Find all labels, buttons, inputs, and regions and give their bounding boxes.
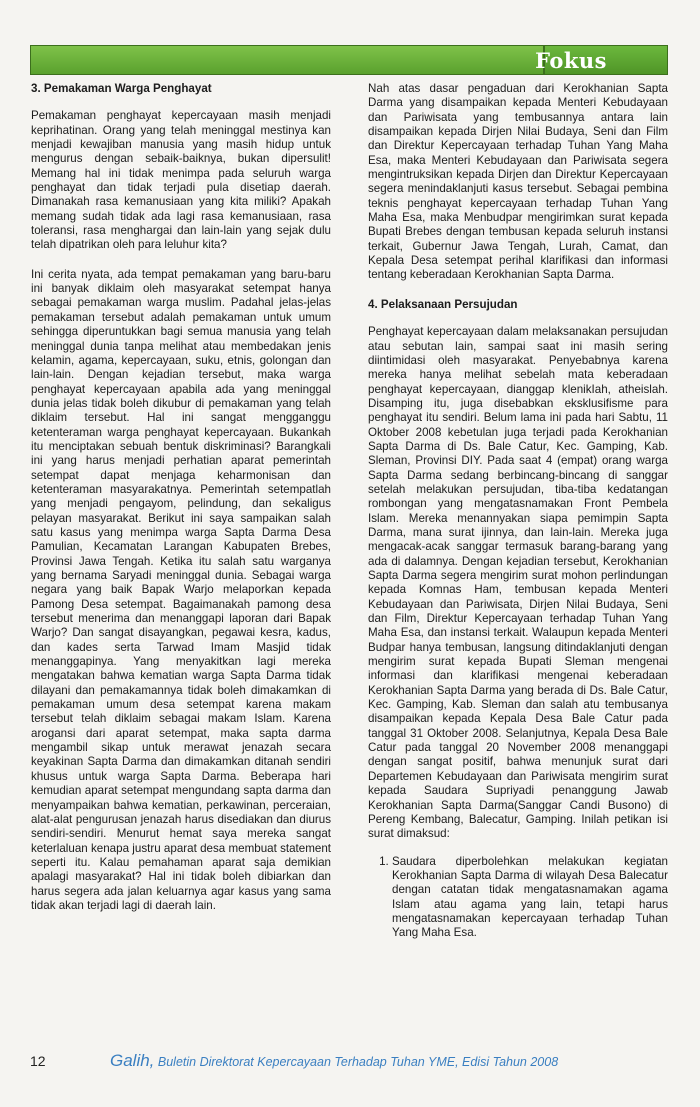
heading-pemakaman: 3. Pemakaman Warga Penghayat — [31, 82, 212, 95]
publication-credit — [110, 1051, 558, 1071]
publication-desc: Buletin Direktorat Kepercayaan Terhadap Tuhan YME, Edisi Tahun 2008 — [154, 1055, 559, 1069]
left-paragraph-1: Pemakaman penghayat kepercayaan masih menjadi keprihatinan. Orang yang telah meninggal mestinya kan menjadi kewajiban manusia yang masih hidup untuk mengurus dengan sebaik-baiknya, bukan dipersulit! Memang hal ini tidak menimpa pada seluruh warga penghayat dan tidak terjadi pula disetiap daerah. Dimanakah rasa kemanusiaan yang kita miliki? Apakah memang sudah tidak ada lagi rasa kemanusiaan, rasa toleransi, rasa menghargai dan lain-lain yang sejak dulu telah dipatrikan oleh para leluhur kita? — [31, 109, 331, 252]
section-banner — [30, 45, 668, 75]
section-title: Fokus — [535, 48, 607, 73]
left-paragraph-2: Ini cerita nyata, ada tempat pemakaman yang baru-baru ini banyak diklaim oleh masyarakat setempat hanya sebagai pemakaman warga muslim. Padahal jelas-jelas pemakaman tersebut adalah pemakaman untuk umum sehingga diperuntukkan bagi semua manusia yang telah meninggal dunia tanpa melihat atau membedakan jenis kelamin, agama, kepercayaan, suku, etnis, golongan dan lain-lain. Dengan kejadian tersebut, maka warga penghayat kepercayaan apabila ada yang meninggal dunia jelas tidak boleh dikubur di pemakaman yang telah diklaim tersebut. Hal ini sangat mengganggu ketenteraman warga penghayat kepercayaan. Bukankah itu menciptakan sebuah bentuk diskriminasi? Barangkali ini yang harus menjadi perhatian aparat pemerintah setempat dapat menjaga keharmonisan dan ketenteraman masyarakatnya. Pemerintah setempatlah yang menjadi pengayom, pelindung, dan sekaligus pelayan masyarakat. Berikut ini saya sampaikan salah satu kasus yang menimpa warga Sapta Darma Desa Pamulian, Kecamatan Larangan Kabupaten Brebes, Provinsi Jawa Tengah. Ketika itu salah satu warganya yang bernama Saryadi meninggal dunia. Sebagai warga negara yang baik Bapak Warjo melaporkan kepada Pamong Desa setempat. Bagaimanakah pamong desa tersebut menerima dan menanggapi laporan dari Bapak Warjo? Dan sangat disayangkan, pegawai kesra, kadus, dan kades serta Tarwad Imam Masjid tidak menanggapinya. Yang menyakitkan lagi mereka mengatakan bahwa kematian warga Sapta Darma tidak dilayani dan pemakamannya tidak boleh dimakamkan di pemakaman umum desa setempat karena makam tersebut telah diklaim sebagai makam Islam. Karena arogansi dari aparat setempat, maka sapta darma mengambil sikap untuk merawat jenazah secara keyakinan Sapta Darma dan dimakamkan ditanah sendiri khusus untuk warga Sapta Darma. Beberapa hari kemudian aparat setempat mengundang sapta darma dan menyampaikan bahwa kematian, perkawinan, perceraian, alat-alat pengurusan jenazah harus disediakan dan diurus sendiri-sendiri. Menurut hemat saya mereka sangat keterlaluan kenapa justru aparat desa membuat statement seperti itu. Kalau pemahaman aparat saja demikian apalagi masyarakat? Hal ini tidak boleh dibiarkan dan harus segera ada jalan keluarnya agar kasus yang sama tidak akan terjadi lagi di daerah lain. — [31, 267, 331, 912]
publication-name: Galih, — [110, 1051, 155, 1070]
letter-excerpt-list — [368, 855, 668, 941]
page-number: 12 — [30, 1053, 46, 1069]
right-paragraph-2: Penghayat kepercayaan dalam melaksanakan persujudan atau sebutan lain, sampai saat ini masih sering diintimidasi oleh masyarakat. Penyebabnya karena mereka hanya melihat sebelah mata keberadaan penghayat kepercayaan, dianggap klenikIah, atheislah. Disamping itu, juga disebabkan eksklusifisme para penghayat itu sendiri. Belum lama ini pada hari Sabtu, 11 Oktober 2008 kebetulan juga terjadi pada Kerokhanian Sapta Darma di Ds. Bale Catur, Kec. Gamping, Kab. Sleman, Provinsi DIY. Pada saat 4 (empat) orang warga Sapta Darma sedang berbincang-bincang di sanggar setelah melakukan persujudan, tiba-tiba kedatangan rombongan yang mengatasnamakan Front Pembela Islam. Mereka menannyakan siapa pemimpin Sapta Darma, mana surat ijinnya, dan lain-lain. Mereka juga mengacak-acak sanggar termasuk barang-barang yang ada di dalamnya. Dengan kejadian tersebut, Kerokhanian Sapta Darma segera mengirim surat mohon perlindungan kepada Komnas Ham, tembusan kepada Menteri Kebudayaan dan Pariwisata, Dirjen Nilai Budaya, Seni dan Film, Direktur Kepercayaan terhadap Tuhan Yang Maha Esa, dan instansi terkait. Walaupun kepada Menteri Budpar hanya tembusan, langsung ditindaklanjuti dengan mengirim surat kepada Bupati Sleman mengenai informasi dan klarifikasi mengenai keberadaan Kerokhanian Sapta Darma yang berada di Ds. Bale Catur, Kec. Gamping, Kab. Sleman dan salah atu tembusanya disampaikan kepada Kepala Desa Bale Catur pada tanggal 31 Oktober 2008. Selanjutnya, Kepala Desa Bale Catur pada tanggal 20 November 2008 menanggapi dengan sangat positif, bahwa menunjuk surat dari Departemen Kebudayaan dan Pariwisata mengirim surat kepada Saudara Supriyadi penanggung Jawab Kerokhanian Sapta Darma(Sanggar Candi Busono) di Pereng Kembang, Balecatur, Gamping. Inilah petikan isi surat dimaksud: — [368, 325, 668, 841]
left-column — [31, 82, 331, 913]
footer — [30, 1051, 670, 1075]
right-paragraph-1: Nah atas dasar pengaduan dari Kerokhanian Sapta Darma yang disampaikan kepada Menteri Kebudayaan dan Pariwisata yang tembusannya antara lain disampaikan kepada Dirjen Nilai Budaya, Seni dan Film dan Direktur Kepercayaan terhadap Tuhan Yang Maha Esa, maka Menteri Kebudayaan dan Pariwisata segera mengintruksikan kepada Dirjen dan Direktur Kepercayaan segera menindaklanjuti kasus tersebut. Sebagai pembina teknis penghayat kepercayaan terhadap Tuhan Yang Maha Esa, maka Menbudpar mengirimkan surat kepada Bupati Brebes dengan tembusan kepada seluruh instansi terkait, Gubernur Jawa Tengah, Lurah, Camat, dan Kepala Desa setempat perihal klarifikasi dan informasi tentang keberadaan Kerokhanian Sapta Darma. — [368, 82, 668, 282]
heading-persujudan: 4. Pelaksanaan Persujudan — [368, 297, 518, 311]
list-item: 1. Saudara diperbolehkan melakukan kegiatan Kerokhanian Sapta Darma di wilayah Desa Balecatur dengan catatan tidak mengatasnamakan agama Islam atau agama yang lain, tetapi harus mengatasnamakan kepercayaan terhadap Tuhan Yang Maha Esa. — [392, 855, 668, 941]
right-column — [368, 82, 668, 941]
